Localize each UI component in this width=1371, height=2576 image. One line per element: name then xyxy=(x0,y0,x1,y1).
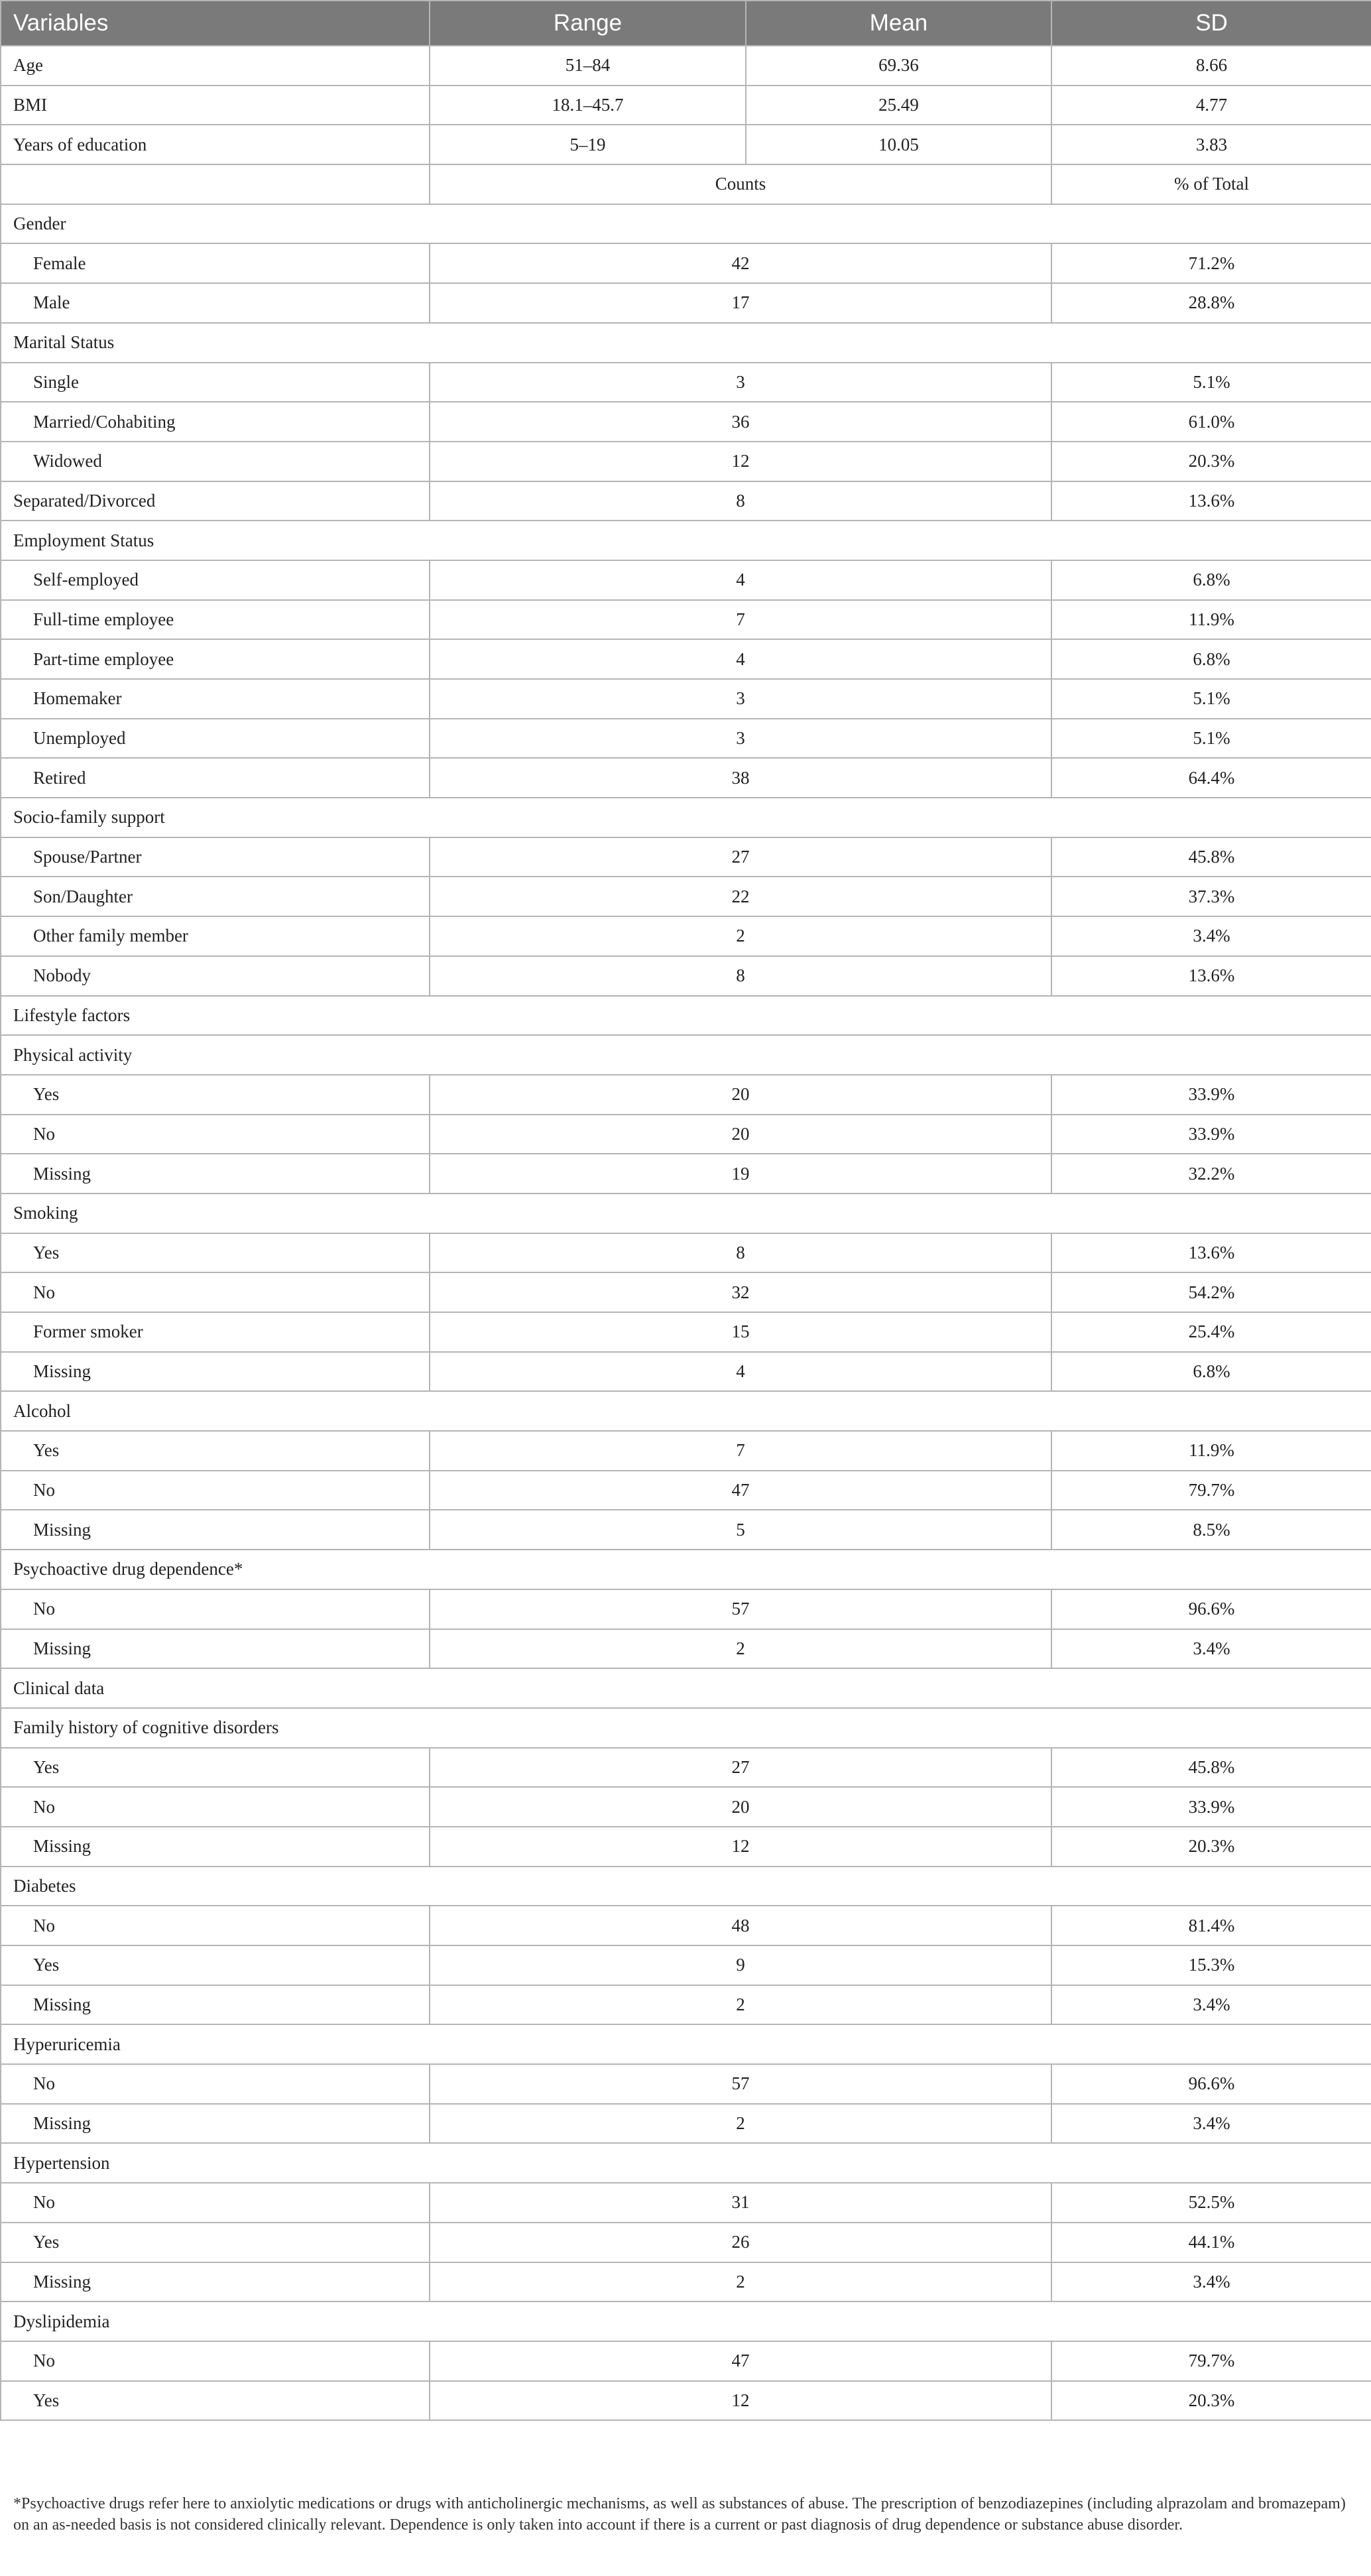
row-label: Yes xyxy=(1,2381,430,2421)
row-percent: 37.3% xyxy=(1051,877,1371,916)
row-label: Missing xyxy=(1,1629,430,1669)
section-label: Dyslipidemia xyxy=(1,2301,1371,2341)
row-percent: 33.9% xyxy=(1051,1115,1371,1154)
row-label: No xyxy=(1,2341,430,2381)
row-count: 17 xyxy=(430,283,1051,323)
section-label: Alcohol xyxy=(1,1391,1371,1431)
row-label: Widowed xyxy=(1,442,430,481)
table-row xyxy=(1,1589,1371,1629)
table-row xyxy=(1,363,1371,402)
section-row xyxy=(1,1550,1371,1589)
section-row xyxy=(1,1194,1371,1233)
row-count: 2 xyxy=(430,1985,1051,2025)
row-count: 20 xyxy=(430,1787,1051,1827)
row-percent: 33.9% xyxy=(1051,1075,1371,1115)
section-row xyxy=(1,2301,1371,2341)
row-count: 9 xyxy=(430,1945,1051,1985)
section-label: Diabetes xyxy=(1,1867,1371,1906)
row-percent: 11.9% xyxy=(1051,1431,1371,1471)
section-label: Marital Status xyxy=(1,323,1371,363)
table-row xyxy=(1,2341,1371,2381)
table-row xyxy=(1,442,1371,481)
row-count: 42 xyxy=(430,243,1051,283)
row-label: Spouse/Partner xyxy=(1,837,430,877)
row-percent: 79.7% xyxy=(1051,1471,1371,1510)
row-count: 8 xyxy=(430,481,1051,521)
section-row xyxy=(1,323,1371,363)
row-count: 20 xyxy=(430,1115,1051,1154)
row-count: 5 xyxy=(430,1510,1051,1550)
row-percent: 6.8% xyxy=(1051,1352,1371,1392)
row-percent: 25.4% xyxy=(1051,1312,1371,1352)
row-label: Retired xyxy=(1,758,430,798)
row-percent: 20.3% xyxy=(1051,442,1371,481)
row-percent: 3.4% xyxy=(1051,1629,1371,1669)
table-row xyxy=(1,679,1371,719)
row-label: Yes xyxy=(1,1945,430,1985)
section-label: Psychoactive drug dependence* xyxy=(1,1550,1371,1589)
table-row xyxy=(1,2064,1371,2104)
row-count: 2 xyxy=(430,2262,1051,2302)
counts-header-row xyxy=(1,164,1371,204)
row-label: Former smoker xyxy=(1,1312,430,1352)
table-row xyxy=(1,2104,1371,2144)
stat-range: 5–19 xyxy=(430,125,746,164)
table-row xyxy=(1,1827,1371,1867)
row-label: No xyxy=(1,2183,430,2223)
row-label: Other family member xyxy=(1,916,430,956)
table-row xyxy=(1,639,1371,679)
section-row xyxy=(1,1391,1371,1431)
section-row xyxy=(1,204,1371,244)
row-label: Missing xyxy=(1,1510,430,1550)
table-footnote: *Psychoactive drugs refer here to anxiolytic medications or drugs with anticholinergic mechanisms, as well as substances of abuse. The prescription of benzodiazepines (including alprazolam and bromazepam) on an as-needed basis is not considered clinically relevant. Dependence is only taken into account if there is a current or past diagnosis of drug dependence or substance abuse disorder. xyxy=(13,2495,1346,2534)
section-row xyxy=(1,996,1371,1036)
row-count: 12 xyxy=(430,2381,1051,2421)
row-percent: 3.4% xyxy=(1051,2262,1371,2302)
row-percent: 96.6% xyxy=(1051,1589,1371,1629)
table-row xyxy=(1,600,1371,640)
row-label: Part-time employee xyxy=(1,639,430,679)
row-label: No xyxy=(1,1272,430,1312)
stat-label: BMI xyxy=(1,86,430,125)
row-count: 2 xyxy=(430,2104,1051,2144)
stat-mean: 69.36 xyxy=(746,46,1051,86)
table-row xyxy=(1,481,1371,521)
table-row xyxy=(1,2183,1371,2223)
table-row xyxy=(1,2262,1371,2302)
row-percent: 15.3% xyxy=(1051,1945,1371,1985)
row-percent: 81.4% xyxy=(1051,1906,1371,1945)
row-label: Yes xyxy=(1,1431,430,1471)
row-label: Full-time employee xyxy=(1,600,430,640)
row-percent: 44.1% xyxy=(1051,2223,1371,2262)
row-percent: 20.3% xyxy=(1051,2381,1371,2421)
row-count: 22 xyxy=(430,877,1051,916)
table-row xyxy=(1,1985,1371,2025)
row-percent: 96.6% xyxy=(1051,2064,1371,2104)
table-body xyxy=(1,46,1371,2420)
section-label: Smoking xyxy=(1,1194,1371,1233)
header-range: Range xyxy=(430,1,746,46)
row-label: Yes xyxy=(1,1748,430,1788)
row-label: Homemaker xyxy=(1,679,430,719)
section-label: Hypertension xyxy=(1,2143,1371,2183)
section-label: Socio-family support xyxy=(1,798,1371,837)
row-label: Missing xyxy=(1,2104,430,2144)
row-count: 3 xyxy=(430,679,1051,719)
row-count: 2 xyxy=(430,916,1051,956)
row-count: 8 xyxy=(430,956,1051,996)
table-row xyxy=(1,402,1371,442)
row-count: 26 xyxy=(430,2223,1051,2262)
stat-range: 51–84 xyxy=(430,46,746,86)
section-row xyxy=(1,1035,1371,1075)
row-label: Married/Cohabiting xyxy=(1,402,430,442)
row-count: 19 xyxy=(430,1154,1051,1194)
row-label: Missing xyxy=(1,1827,430,1867)
table-row xyxy=(1,283,1371,323)
table-row xyxy=(1,1431,1371,1471)
section-label: Lifestyle factors xyxy=(1,996,1371,1036)
row-count: 2 xyxy=(430,1629,1051,1669)
header-variables: Variables xyxy=(1,1,430,46)
table-row xyxy=(1,1075,1371,1115)
row-percent: 11.9% xyxy=(1051,600,1371,640)
table-row xyxy=(1,1312,1371,1352)
row-label: Missing xyxy=(1,1985,430,2025)
section-row xyxy=(1,2024,1371,2064)
table-row xyxy=(1,916,1371,956)
section-row xyxy=(1,2143,1371,2183)
row-label: Unemployed xyxy=(1,719,430,759)
row-percent: 61.0% xyxy=(1051,402,1371,442)
stat-label: Age xyxy=(1,46,430,86)
row-count: 20 xyxy=(430,1075,1051,1115)
counts-header-blank xyxy=(1,164,430,204)
row-percent: 5.1% xyxy=(1051,719,1371,759)
row-label: Female xyxy=(1,243,430,283)
table-header xyxy=(1,1,1371,46)
row-label: Nobody xyxy=(1,956,430,996)
row-count: 47 xyxy=(430,2341,1051,2381)
stat-sd: 3.83 xyxy=(1051,125,1371,164)
table-row xyxy=(1,1471,1371,1510)
table-row xyxy=(1,877,1371,916)
table-row xyxy=(1,2381,1371,2421)
row-label: Self-employed xyxy=(1,560,430,600)
row-count: 57 xyxy=(430,1589,1051,1629)
stat-sd: 4.77 xyxy=(1051,86,1371,125)
table-row xyxy=(1,560,1371,600)
row-percent: 32.2% xyxy=(1051,1154,1371,1194)
header-row xyxy=(1,1,1371,46)
table-row xyxy=(1,1945,1371,1985)
table-row xyxy=(1,1272,1371,1312)
row-label: No xyxy=(1,2064,430,2104)
table-row xyxy=(1,1906,1371,1945)
row-label: No xyxy=(1,1589,430,1629)
row-count: 7 xyxy=(430,1431,1051,1471)
section-row xyxy=(1,1708,1371,1748)
table-row xyxy=(1,1352,1371,1392)
stat-range: 18.1–45.7 xyxy=(430,86,746,125)
row-percent: 71.2% xyxy=(1051,243,1371,283)
row-percent: 33.9% xyxy=(1051,1787,1371,1827)
row-percent: 20.3% xyxy=(1051,1827,1371,1867)
row-percent: 45.8% xyxy=(1051,1748,1371,1788)
row-percent: 3.4% xyxy=(1051,2104,1371,2144)
table-row xyxy=(1,956,1371,996)
stat-sd: 8.66 xyxy=(1051,46,1371,86)
row-label: Single xyxy=(1,363,430,402)
row-label: Yes xyxy=(1,1233,430,1273)
row-percent: 5.1% xyxy=(1051,679,1371,719)
row-count: 8 xyxy=(430,1233,1051,1273)
section-row xyxy=(1,521,1371,560)
section-label: Hyperuricemia xyxy=(1,2024,1371,2064)
row-count: 3 xyxy=(430,363,1051,402)
section-label: Family history of cognitive disorders xyxy=(1,1708,1371,1748)
row-label: No xyxy=(1,1906,430,1945)
row-count: 36 xyxy=(430,402,1051,442)
section-label: Physical activity xyxy=(1,1035,1371,1075)
row-count: 32 xyxy=(430,1272,1051,1312)
counts-header-counts: Counts xyxy=(430,164,1051,204)
stat-mean: 25.49 xyxy=(746,86,1051,125)
row-count: 27 xyxy=(430,837,1051,877)
row-percent: 79.7% xyxy=(1051,2341,1371,2381)
row-label: Missing xyxy=(1,1154,430,1194)
row-count: 12 xyxy=(430,442,1051,481)
table-row xyxy=(1,1787,1371,1827)
row-count: 47 xyxy=(430,1471,1051,1510)
stat-row xyxy=(1,125,1371,164)
row-label: Missing xyxy=(1,2262,430,2302)
row-percent: 6.8% xyxy=(1051,639,1371,679)
row-percent: 28.8% xyxy=(1051,283,1371,323)
row-count: 4 xyxy=(430,639,1051,679)
row-count: 15 xyxy=(430,1312,1051,1352)
row-percent: 64.4% xyxy=(1051,758,1371,798)
header-mean: Mean xyxy=(746,1,1051,46)
row-count: 27 xyxy=(430,1748,1051,1788)
row-count: 3 xyxy=(430,719,1051,759)
table-row xyxy=(1,2223,1371,2262)
table-row xyxy=(1,1233,1371,1273)
row-percent: 8.5% xyxy=(1051,1510,1371,1550)
row-count: 7 xyxy=(430,600,1051,640)
row-percent: 13.6% xyxy=(1051,481,1371,521)
table-row xyxy=(1,837,1371,877)
row-label: Male xyxy=(1,283,430,323)
row-percent: 3.4% xyxy=(1051,916,1371,956)
row-percent: 13.6% xyxy=(1051,956,1371,996)
row-percent: 6.8% xyxy=(1051,560,1371,600)
row-percent: 5.1% xyxy=(1051,363,1371,402)
table-row xyxy=(1,1510,1371,1550)
row-count: 12 xyxy=(430,1827,1051,1867)
row-count: 48 xyxy=(430,1906,1051,1945)
row-label: Son/Daughter xyxy=(1,877,430,916)
stat-row xyxy=(1,46,1371,86)
row-percent: 3.4% xyxy=(1051,1985,1371,2025)
header-sd: SD xyxy=(1051,1,1371,46)
row-percent: 45.8% xyxy=(1051,837,1371,877)
stat-row xyxy=(1,86,1371,125)
table-row xyxy=(1,1154,1371,1194)
row-label: No xyxy=(1,1787,430,1827)
row-label: Yes xyxy=(1,1075,430,1115)
row-count: 38 xyxy=(430,758,1051,798)
row-count: 31 xyxy=(430,2183,1051,2223)
row-label: Yes xyxy=(1,2223,430,2262)
table-row xyxy=(1,1115,1371,1154)
row-label: Missing xyxy=(1,1352,430,1392)
section-label: Employment Status xyxy=(1,521,1371,560)
table-row xyxy=(1,1748,1371,1788)
row-count: 4 xyxy=(430,1352,1051,1392)
counts-header-pct: % of Total xyxy=(1051,164,1371,204)
section-row xyxy=(1,1867,1371,1906)
section-label: Clinical data xyxy=(1,1668,1371,1708)
table-row xyxy=(1,1629,1371,1669)
stat-mean: 10.05 xyxy=(746,125,1051,164)
table-row xyxy=(1,719,1371,759)
row-label: Separated/Divorced xyxy=(1,481,430,521)
table-row xyxy=(1,243,1371,283)
row-count: 57 xyxy=(430,2064,1051,2104)
row-count: 4 xyxy=(430,560,1051,600)
section-row xyxy=(1,798,1371,837)
stat-label: Years of education xyxy=(1,125,430,164)
row-percent: 52.5% xyxy=(1051,2183,1371,2223)
section-label: Gender xyxy=(1,204,1371,244)
row-percent: 54.2% xyxy=(1051,1272,1371,1312)
section-row xyxy=(1,1668,1371,1708)
row-percent: 13.6% xyxy=(1051,1233,1371,1273)
row-label: No xyxy=(1,1471,430,1510)
row-label: No xyxy=(1,1115,430,1154)
table-row xyxy=(1,758,1371,798)
